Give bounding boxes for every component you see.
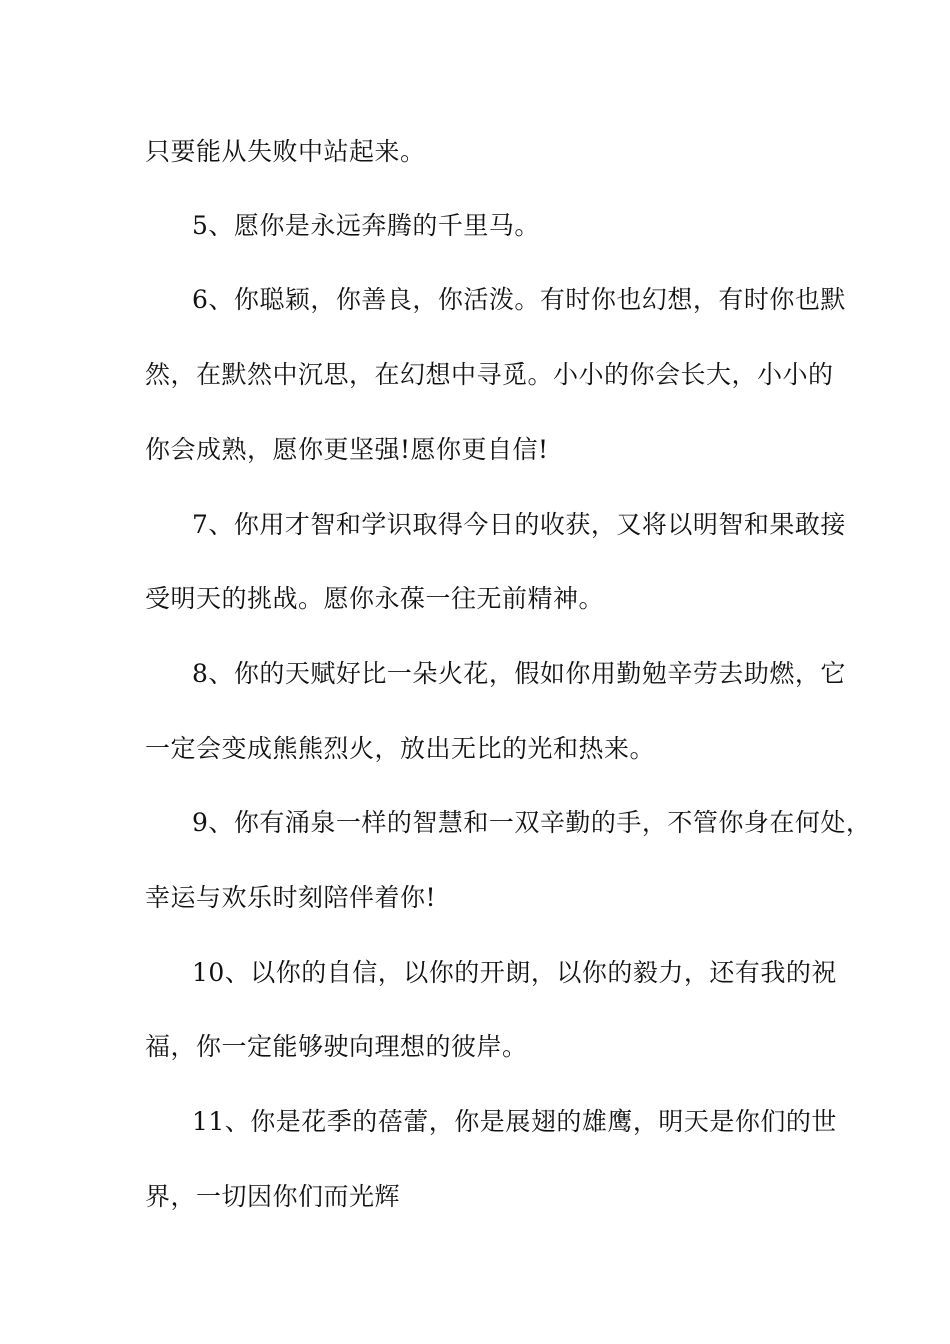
text-line: 一定会变成熊熊烈火，放出无比的光和热来。 <box>145 734 656 763</box>
text-line: 只要能从失败中站起来。 <box>145 137 426 166</box>
text-line: 5、愿你是永远奔腾的千里马。 <box>192 211 540 240</box>
text-line: 幸运与欢乐时刻陪伴着你! <box>145 883 437 912</box>
text-line: 受明天的挑战。愿你永葆一往无前精神。 <box>145 584 605 613</box>
text-line: 8、你的天赋好比一朵火花，假如你用勤勉辛劳去助燃，它 <box>192 659 846 688</box>
text-line: 然，在默然中沉思，在幻想中寻觅。小小的你会长大，小小的 <box>145 360 834 389</box>
text-line: 9、你有涌泉一样的智慧和一双辛勤的手，不管你身在何处， <box>192 808 872 837</box>
text-line: 7、你用才智和学识取得今日的收获，又将以明智和果敢接 <box>192 510 846 539</box>
text-line: 界，一切因你们而光辉 <box>145 1182 401 1211</box>
text-line: 6、你聪颖，你善良，你活泼。有时你也幻想，有时你也默 <box>192 285 846 314</box>
text-line: 福，你一定能够驶向理想的彼岸。 <box>145 1032 528 1061</box>
text-line: 11、你是花季的蓓蕾，你是展翅的雄鹰，明天是你们的世 <box>192 1107 837 1136</box>
text-line: 10、以你的自信，以你的开朗，以你的毅力，还有我的祝 <box>192 958 837 987</box>
text-line: 你会成熟，愿你更坚强!愿你更自信! <box>145 435 549 464</box>
